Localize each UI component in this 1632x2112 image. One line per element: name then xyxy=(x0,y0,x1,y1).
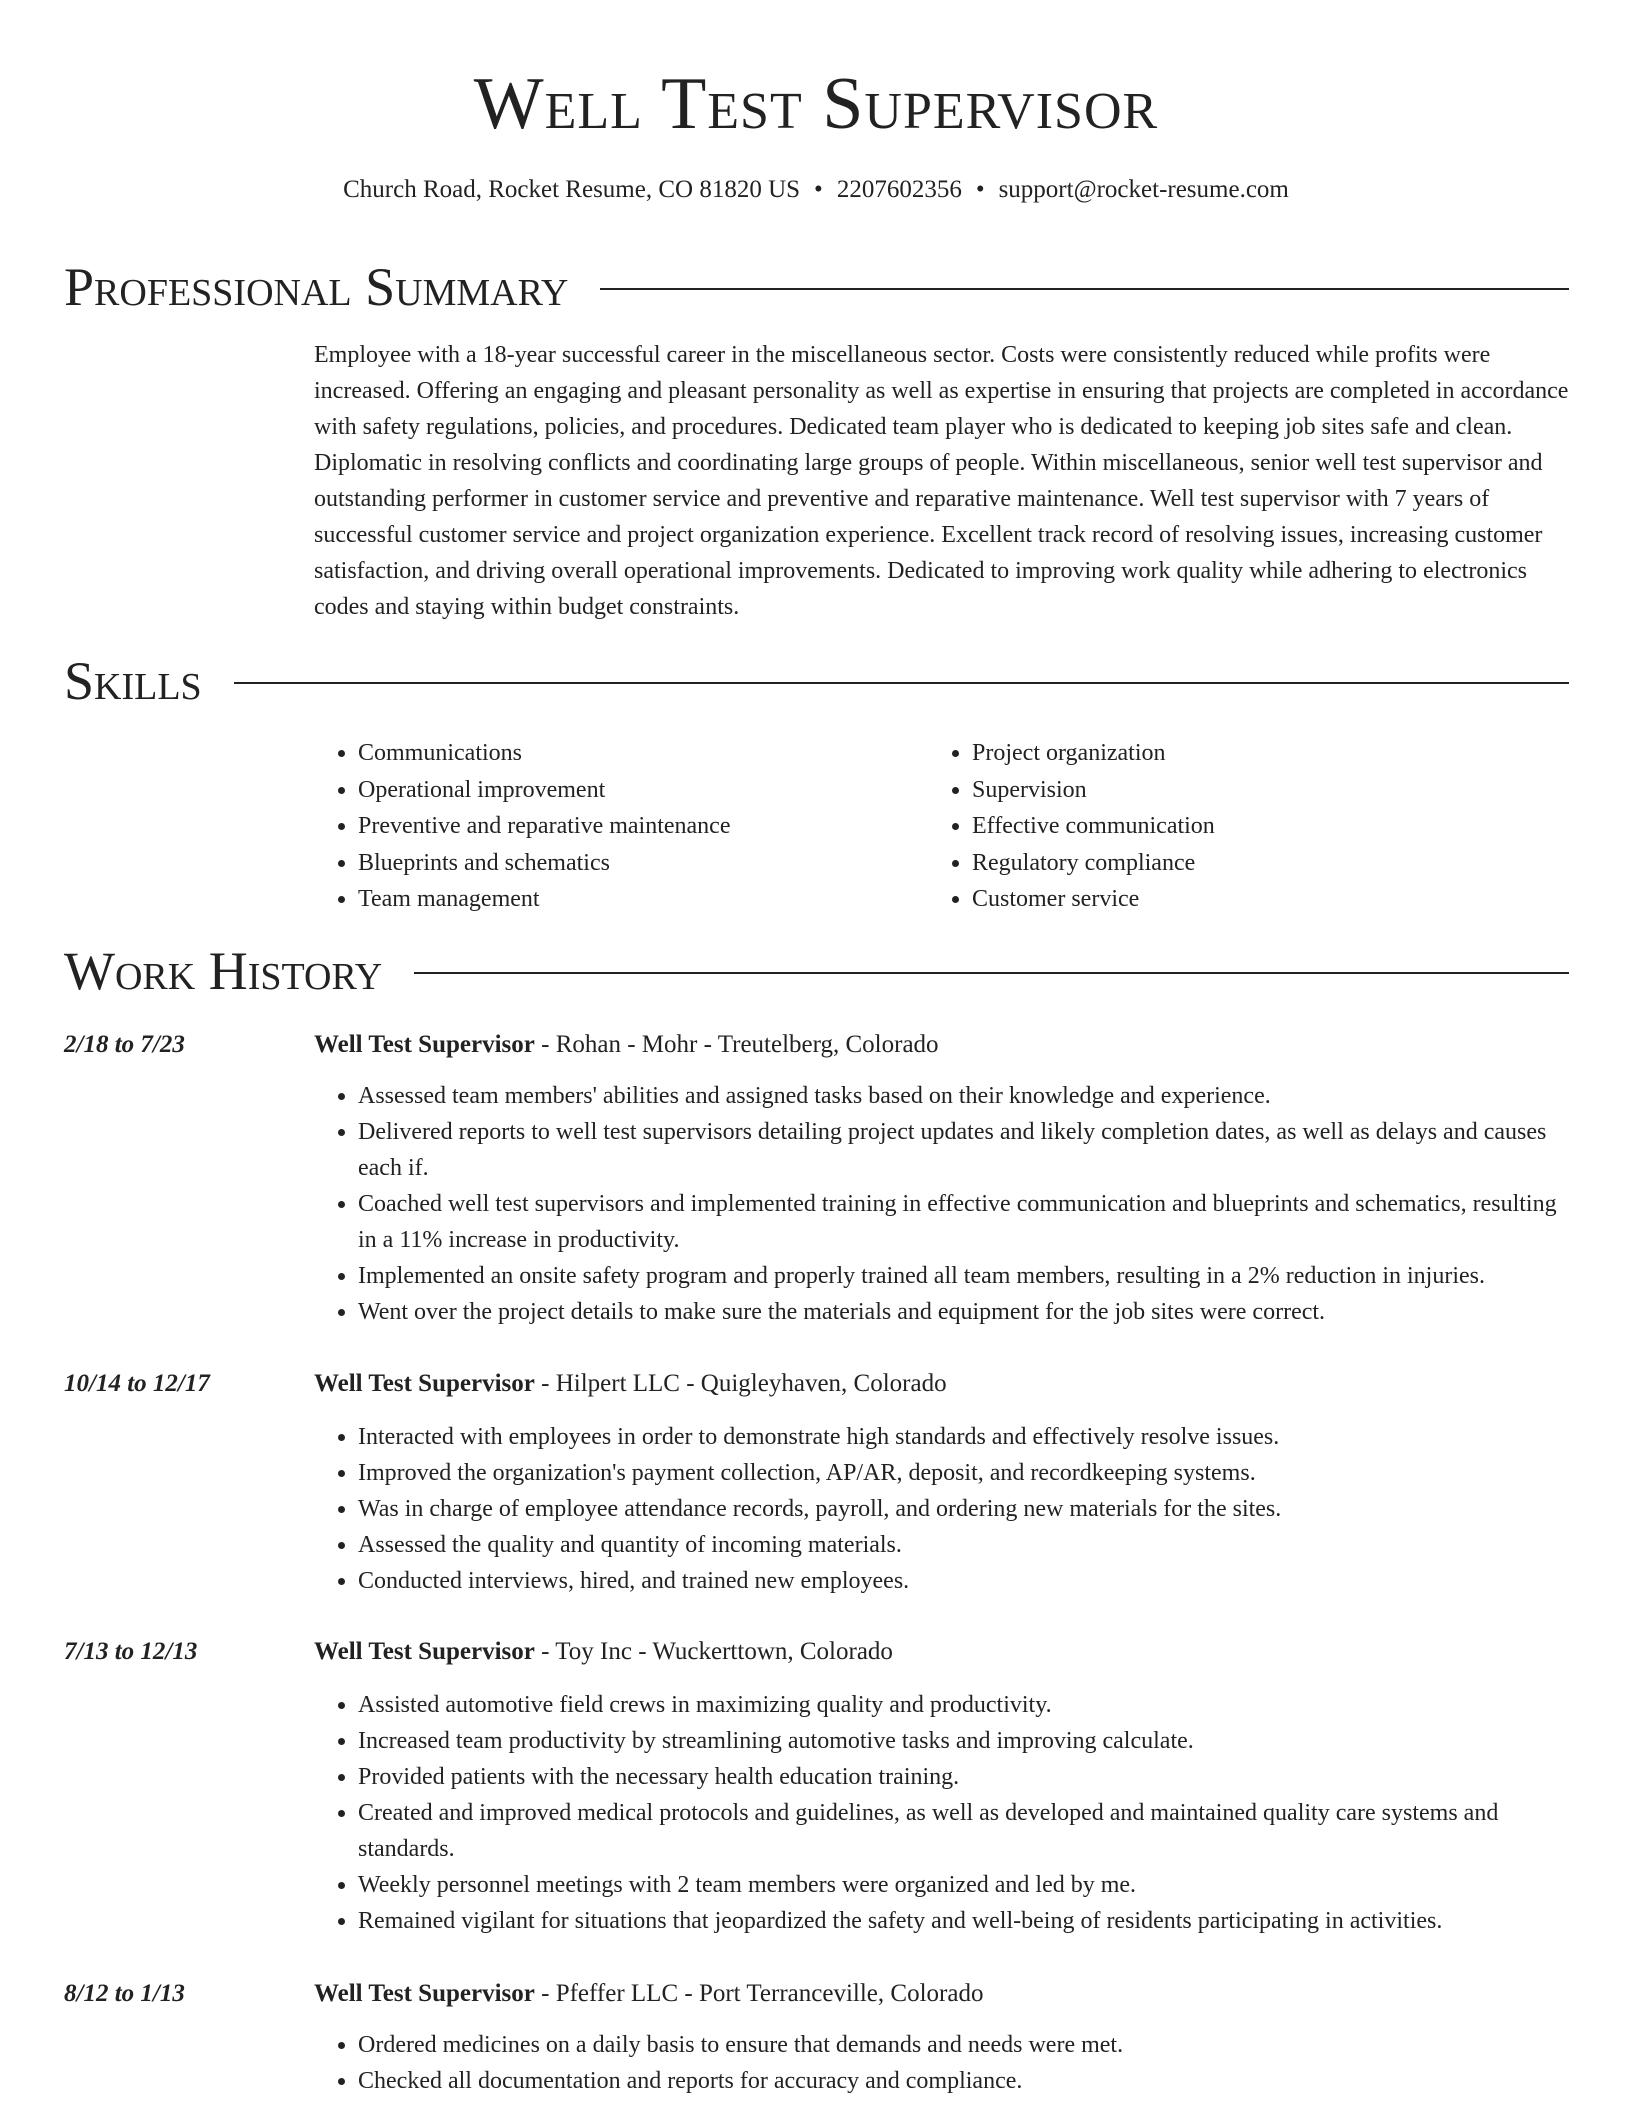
work-section-header xyxy=(64,936,1569,1006)
contact-line xyxy=(0,173,1632,207)
job-heading xyxy=(314,1634,893,1670)
job-bullet: • Conducted interviews, hired, and trained new employees. xyxy=(358,1563,1569,1599)
job-bullet: • Delivered reports to well test supervisors detailing project updates and likely completion dates, as well as delays and causes each if. xyxy=(358,1114,1569,1186)
skill-item: • Effective communication xyxy=(972,808,1572,845)
job-dates: 10/14 to 12/17 xyxy=(64,1370,210,1397)
skill-item: • Communications xyxy=(358,735,918,772)
section-divider xyxy=(234,682,1569,684)
skill-item: • Team management xyxy=(358,881,918,918)
work-section-title: Work History xyxy=(64,941,383,1001)
job-dates: 2/18 to 7/23 xyxy=(64,1031,185,1058)
contact-separator: • xyxy=(975,176,985,203)
job-company-location: - Hilpert LLC - Quigleyhaven, Colorado xyxy=(534,1370,947,1397)
job-bullet: • Ordered medicines on a daily basis to ensure that demands and needs were met. xyxy=(358,2027,1569,2063)
job-bullet-list xyxy=(314,2027,1569,2099)
job-bullet: • Assessed team members' abilities and assigned tasks based on their knowledge and experience. xyxy=(358,1078,1569,1114)
job-role: Well Test Supervisor xyxy=(314,1638,535,1665)
resume-name-title: Well Test Supervisor xyxy=(473,63,1159,145)
skill-item: • Preventive and reparative maintenance xyxy=(358,808,918,845)
contact-separator: • xyxy=(814,176,823,203)
skills-section-title: Skills xyxy=(64,651,202,711)
job-bullet: • Remained vigilant for situations that jeopardized the safety and well-being of residents participating in activities. xyxy=(358,1903,1569,1939)
skill-item: • Regulatory compliance xyxy=(972,845,1572,882)
skills-section-header xyxy=(64,646,1569,716)
skill-item: • Operational improvement xyxy=(358,772,918,809)
job-bullet: • Went over the project details to make sure the materials and equipment for the job sites were correct. xyxy=(358,1294,1569,1330)
job-bullet: • Weekly personnel meetings with 2 team members were organized and led by me. xyxy=(358,1867,1569,1903)
job-heading xyxy=(314,1976,983,2012)
job-company-location: - Pfeffer LLC - Port Terranceville, Colorado xyxy=(534,1980,984,2007)
contact-address: Church Road, Rocket Resume, CO 81820 US xyxy=(343,176,801,203)
skill-item: • Blueprints and schematics xyxy=(358,845,918,882)
summary-section-title: Professional Summary xyxy=(64,257,569,317)
job-heading xyxy=(314,1027,939,1063)
job-bullet-list xyxy=(314,1419,1569,1599)
section-divider xyxy=(414,972,1569,974)
job-bullet: • Was in charge of employee attendance records, payroll, and ordering new materials for the sites. xyxy=(358,1491,1569,1527)
job-bullet: • Assisted automotive field crews in maximizing quality and productivity. xyxy=(358,1687,1569,1723)
job-dates: 7/13 to 12/13 xyxy=(64,1638,198,1665)
job-bullet-list xyxy=(314,1078,1569,1330)
job-bullet: • Interacted with employees in order to demonstrate high standards and effectively resolve issues. xyxy=(358,1419,1569,1455)
job-bullet: • Assessed the quality and quantity of incoming materials. xyxy=(358,1527,1569,1563)
summary-text: Employee with a 18-year successful career in the miscellaneous sector. Costs were consistently reduced while profits were increased. Offering an engaging and pleasant personality as well as expertise in ensuring that projects are completed in accordance with safety regulations, policies, and procedures. Dedicated team player who is dedicated to keeping job sites safe and clean. Diplomatic in resolving conflicts and coordinating large groups of people. Within miscellaneous, senior well test supervisor and outstanding performer in customer service and preventive and reparative maintenance. Well test supervisor with 7 years of successful customer service and project organization experience. Excellent track record of resolving issues, increasing customer satisfaction, and driving overall operational improvements. Dedicated to improving work quality while adhering to electronics codes and staying within budget constraints. xyxy=(314,342,1569,620)
job-bullet: • Provided patients with the necessary health education training. xyxy=(358,1759,1569,1795)
job-heading xyxy=(314,1366,947,1402)
job-role: Well Test Supervisor xyxy=(314,1031,535,1058)
job-bullet: • Coached well test supervisors and implemented training in effective communication and blueprints and schematics, resulting in a 11% increase in productivity. xyxy=(358,1186,1569,1258)
job-bullet: • Created and improved medical protocols and guidelines, as well as developed and maintained quality care systems and standards. xyxy=(358,1795,1569,1867)
skill-item: • Customer service xyxy=(972,881,1572,918)
skills-list-left xyxy=(314,735,918,918)
job-bullet-list xyxy=(314,1687,1569,1939)
job-role: Well Test Supervisor xyxy=(314,1980,535,2007)
job-bullet: • Increased team productivity by streamlining automotive tasks and improving calculate. xyxy=(358,1723,1569,1759)
skill-item: • Project organization xyxy=(972,735,1572,772)
contact-phone: 2207602356 xyxy=(836,176,962,203)
job-bullet: • Checked all documentation and reports for accuracy and compliance. xyxy=(358,2063,1569,2099)
job-bullet: • Improved the organization's payment collection, AP/AR, deposit, and recordkeeping systems. xyxy=(358,1455,1569,1491)
job-bullet: • Implemented an onsite safety program and properly trained all team members, resulting in a 2% reduction in injuries. xyxy=(358,1258,1569,1294)
job-company-location: - Rohan - Mohr - Treutelberg, Colorado xyxy=(534,1031,939,1058)
job-dates: 8/12 to 1/13 xyxy=(64,1980,185,2007)
section-divider xyxy=(600,288,1569,290)
job-company-location: - Toy Inc - Wuckerttown, Colorado xyxy=(534,1638,893,1665)
job-role: Well Test Supervisor xyxy=(314,1370,535,1397)
skills-list-right xyxy=(928,735,1572,918)
summary-section-header xyxy=(64,252,1569,322)
skill-item: • Supervision xyxy=(972,772,1572,809)
contact-email: support@rocket-resume.com xyxy=(998,176,1289,203)
